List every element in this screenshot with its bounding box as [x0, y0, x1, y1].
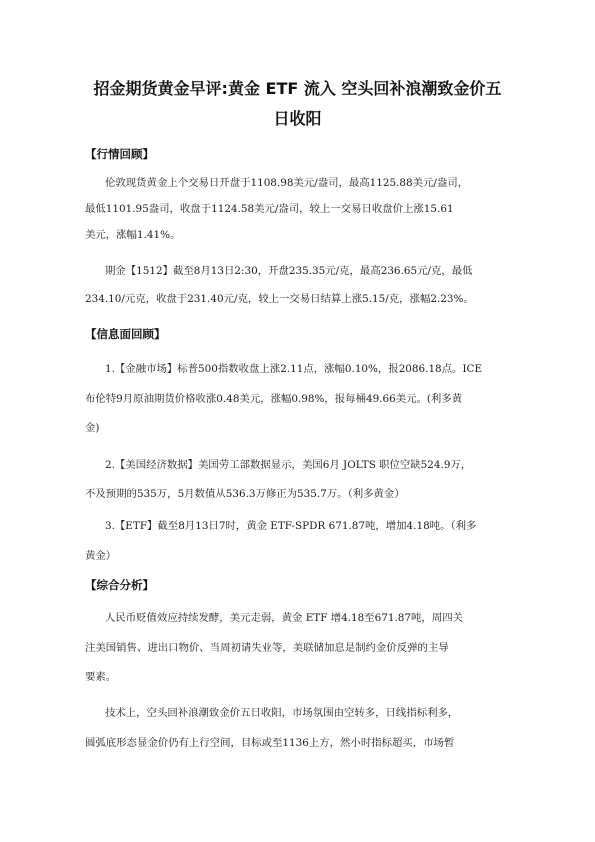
section-heading-market-review: 【行情回顾】	[85, 147, 154, 161]
document-title-line-2: 日收阳	[273, 109, 322, 128]
paragraph-line: 技术上，空头回补浪潮致金价五日收阳，市场氛围由空转多，日线指标利多，	[105, 707, 459, 719]
section-heading-news-review: 【信息面回顾】	[85, 327, 166, 341]
list-item-line: 3.【ETF】截至8月13日7时，黄金 ETF-SPDR 671.87吨，增加4.18吨。（利多	[105, 520, 477, 532]
paragraph-line: 最低1101.95盎司，收盘于1124.58美元/盎司，较上一交易日收盘价上涨15.61	[85, 203, 454, 215]
list-item-line: 黄金）	[85, 550, 117, 562]
section-heading-analysis: 【综合分析】	[85, 578, 154, 592]
list-item-line: 1.【金融市场】标普500指数收盘上涨2.11点，涨幅0.10%，报2086.18点。ICE	[105, 363, 483, 375]
list-item-line: 2.【美国经济数据】美国劳工部数据显示，美国6月 JOLTS 职位空缺524.9万，	[105, 459, 472, 471]
paragraph-line: 注美国销售、进出口物价、当周初请失业等，美联储加息是制约金价反弹的主导	[85, 642, 449, 654]
paragraph-line: 伦敦现货黄金上个交易日开盘于1108.98美元/盎司，最高1125.88美元/盎司，	[105, 177, 469, 189]
paragraph-line: 人民币贬值效应持续发酵，美元走弱，黄金 ETF 增4.18至671.87吨，周四关	[105, 612, 463, 624]
list-item-line: 不及预期的535万，5月数值从536.3万修正为535.7万。（利多黄金）	[85, 488, 405, 500]
paragraph-line: 要素。	[85, 671, 117, 683]
document-title-line-1: 招金期货黄金早评:黄金 ETF 流入 空头回补浪潮致金价五	[93, 79, 502, 98]
paragraph-line: 期金【1512】截至8月13日2:30，开盘235.35元/克，最高236.65元/克，最低	[105, 265, 473, 277]
paragraph-line: 美元，涨幅1.41%。	[85, 229, 181, 241]
paragraph-line: 圆弧底形态显金价仍有上行空间，目标或至1136上方，然小时指标超买，市场暂	[85, 737, 455, 749]
list-item-line: 金)	[85, 422, 100, 434]
list-item-line: 布伦特9月原油期货价格收涨0.48美元，涨幅0.98%，报每桶49.66美元。(利多黄	[85, 393, 463, 405]
paragraph-line: 234.10/元克，收盘于231.40元/克，较上一交易日结算上涨5.15/克，涨幅2.23%。	[85, 293, 474, 305]
